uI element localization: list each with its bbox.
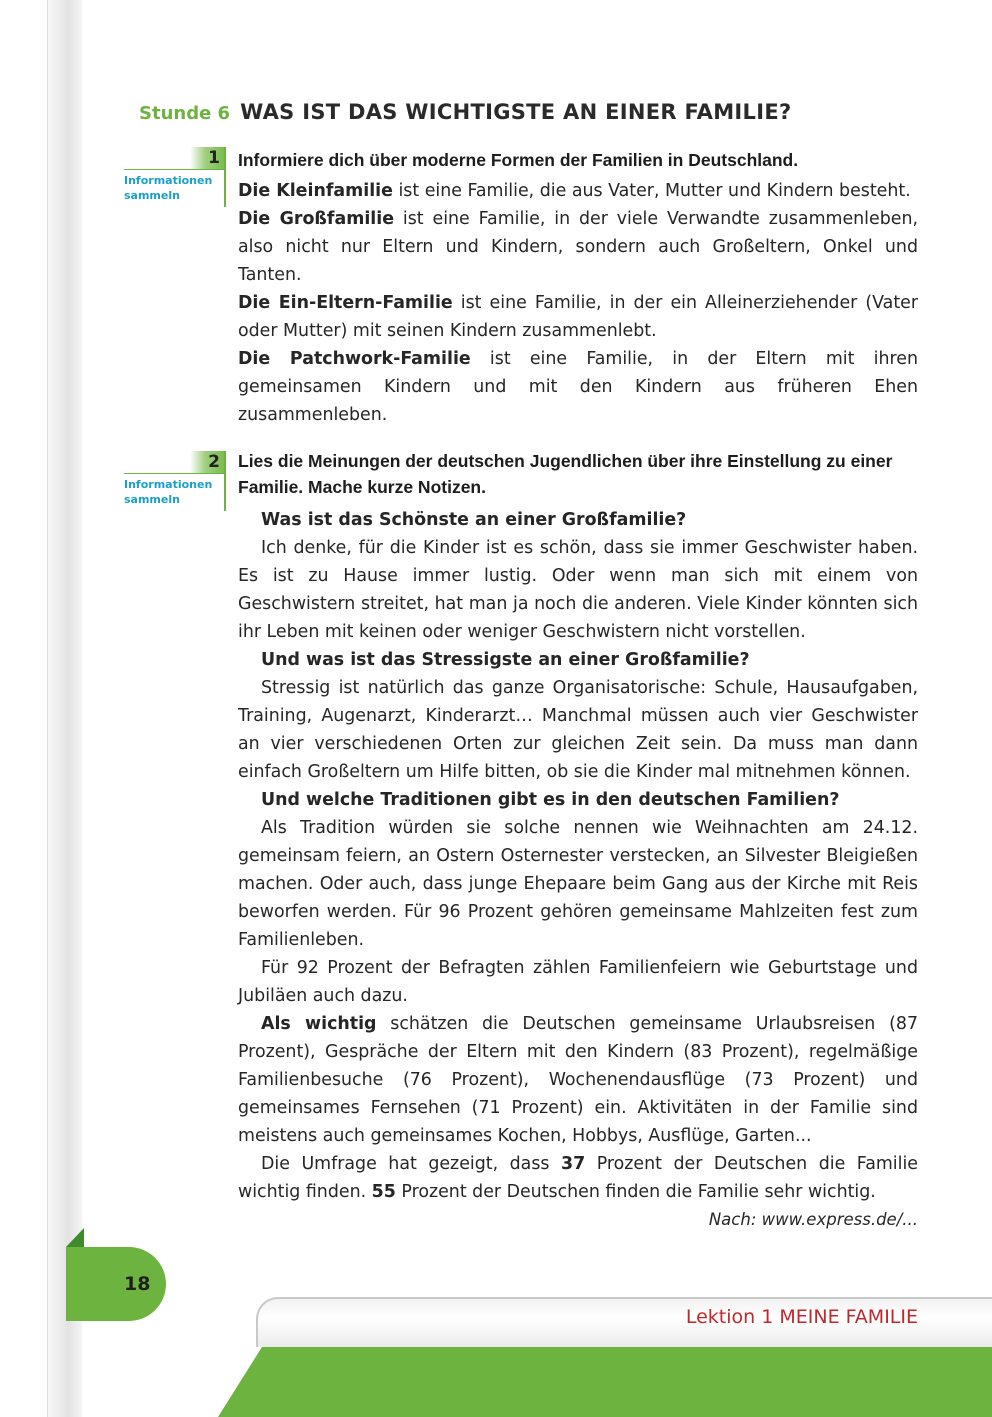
paragraph-text: schätzen die Deutschen gemeinsame Urlaubsreisen (87 Prozent), Gespräche der Eltern mit den Kindern (83 Prozent), regelmäßige Familienbesuche (76 Prozent), Wochenendausflüge (73 Prozent) und gemeinsames Fernsehen (71 Prozent) ein. Aktivitäten in der Familie sind meistens auch gemeinsames Kochen, Hobbys, Ausflüge, Garten... [238,1014,919,1146]
percent-value: 37 [560,1154,586,1174]
footer-band [218,1347,992,1417]
definition-patchwork-familie [238,345,918,429]
paragraph-text: Prozent der Deutschen die Familie wichtig finden. [238,1154,918,1202]
term: Die Ein-Eltern-Familie [238,293,453,313]
answer-1: Ich denke, für die Kinder ist es schön, dass sie immer Geschwister haben. Es ist zu Hause immer lustig. Oder wenn man sich mit einem von Geschwistern streitet, hat man ja noch die anderen. Viele Kinder könnten sich ihr Leben mit keinen oder weniger Geschwistern nicht vorstellen. [238,538,918,642]
question-3: Und welche Traditionen gibt es in den deutschen Familien? [261,790,840,810]
term: Die Patchwork-Familie [238,349,471,369]
paragraph-text: Die Umfrage hat gezeigt, dass [261,1154,561,1174]
answer-3: Als Tradition würden sie solche nennen wie Weihnachten am 24.12. gemeinsam feiern, an Ostern Osternester verstecken, an Silvester Bleigießen machen. Oder auch, dass junge Ehepaare beim Gang aus der Kirche mit Reis beworfen werden. Für 96 Prozent gehören gemeinsame Mahlzeiten fest zum Familienleben. [238,818,918,950]
page-spine [48,0,82,1417]
exercise-2-instruction: Lies die Meinungen der deutschen Jugendlichen über ihre Einstellung zu einer Familie. Mache kurze Notizen. [238,451,893,497]
percent-value: 55 [371,1182,396,1202]
term: Die Kleinfamilie [238,181,393,201]
source-citation: Nach: www.express.de/... [708,1210,918,1229]
exercise-1 [238,147,918,429]
page-number-badge [66,1247,166,1321]
answer-2: Stressig ist natürlich das ganze Organisatorische: Schule, Hausaufgaben, Training, Augenarzt, Kinderarzt… Manchmal müssen auch vier Geschwister an vier verschiedenen Orten zur gleichen Zeit sein. Da muss man dann einfach Großeltern um Hilfe bitten, ob sie die Kinder mal mitnehmen können. [238,678,918,782]
definition-ein-eltern-familie [238,289,918,345]
page-title: WAS IST DAS WICHTIGSTE AN EINER FAMILIE? [240,100,792,124]
lesson-number: Stunde 6 [139,103,231,124]
term: Die Großfamilie [238,209,395,229]
question-2: Und was ist das Stressigste an einer Großfamilie? [261,650,750,670]
paragraph-text: Prozent der Deutschen finden die Familie sehr wichtig. [395,1182,876,1202]
lesson-heading [139,100,791,124]
definition: ist eine Familie, in der viele Verwandte zusammenleben, also nicht nur Eltern und Kindern, sondern auch Großeltern, Onkel und Tanten. [238,209,919,285]
tab-divider [124,473,224,474]
page-number: 18 [124,1273,151,1295]
emphasis: Als wichtig [261,1014,377,1034]
tab-bar [224,451,226,511]
exercise-number: 2 [190,451,224,473]
paragraph-survey [238,1150,918,1206]
exercise-tag: Informationen sammeln [124,478,213,506]
tab-divider [124,169,224,170]
exercise-tag: Informationen sammeln [124,174,213,202]
exercise-2-tab [124,451,226,511]
paragraph-activities [238,1010,918,1150]
exercise-2 [238,448,918,1234]
exercise-1-tab [124,147,226,207]
definition-kleinfamilie [238,177,918,205]
exercise-1-instruction: Informiere dich über moderne Formen der Familien in Deutschland. [238,150,799,170]
footer-lesson-label: Lektion 1 MEINE FAMILIE [685,1306,918,1328]
definition-grossfamilie [238,205,918,289]
page-number-corner [66,1228,84,1247]
exercise-number: 1 [190,147,224,169]
question-1: Was ist das Schönste an einer Großfamilie? [261,510,687,530]
tab-bar [224,147,226,207]
paragraph-celebrations: Für 92 Prozent der Befragten zählen Familienfeiern wie Geburtstage und Jubiläen auch dazu. [238,958,918,1006]
definition: ist eine Familie, die aus Vater, Mutter und Kindern besteht. [392,181,911,201]
definition: ist eine Familie, in der Eltern mit ihren gemeinsamen Kindern und mit den Kindern aus früheren Ehen zusammenleben. [238,349,918,425]
definition: ist eine Familie, in der ein Alleinerziehender (Vater oder Mutter) mit seinen Kindern zusammenlebt. [238,293,919,341]
